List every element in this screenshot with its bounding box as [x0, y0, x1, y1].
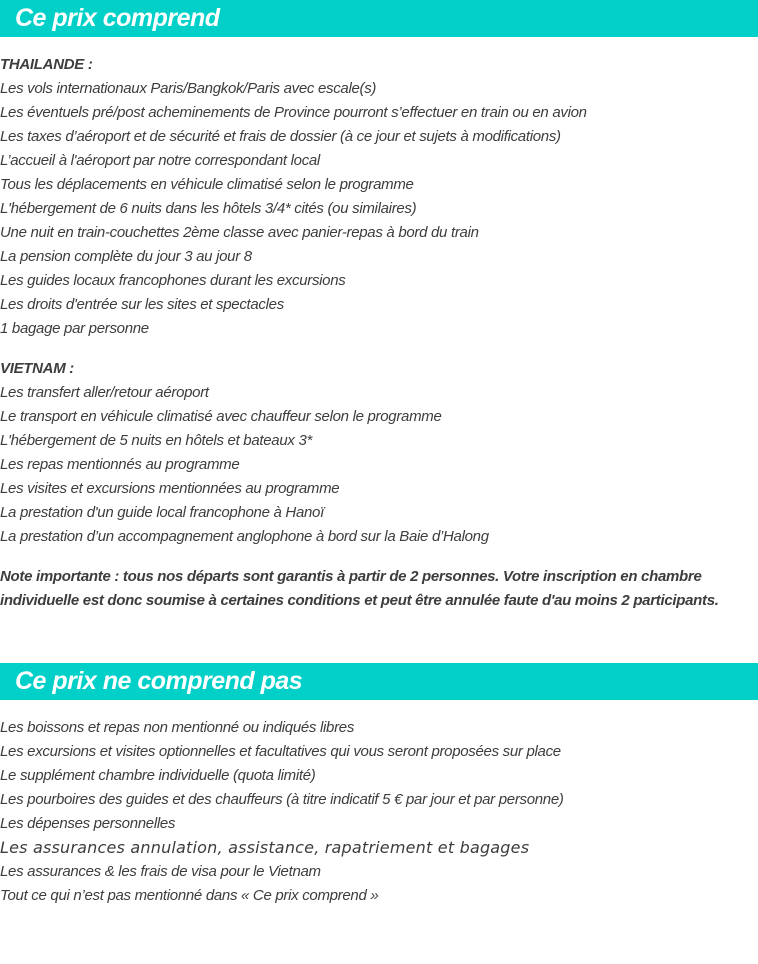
list-item: La prestation d’un accompagnement anglophone à bord sur la Baie d’Halong — [0, 528, 489, 545]
thailand-heading: THAILANDE : — [0, 56, 93, 73]
included-banner — [0, 0, 758, 37]
important-note-line-2: individuelle est donc soumise à certaines conditions et peut être annulée faute d'au moins 2 participants. — [0, 592, 719, 609]
list-item: Tous les déplacements en véhicule climatisé selon le programme — [0, 176, 414, 193]
list-item: Les éventuels pré/post acheminements de Province pourront s’effectuer en train ou en avion — [0, 104, 587, 121]
list-item: Les vols internationaux Paris/Bangkok/Paris avec escale(s) — [0, 80, 377, 97]
list-item: L’accueil à l'aéroport par notre correspondant local — [0, 152, 320, 169]
vietnam-heading: VIETNAM : — [0, 360, 74, 377]
list-item: Le transport en véhicule climatisé avec chauffeur selon le programme — [0, 408, 442, 425]
important-note-line-1: Note importante : tous nos départs sont garantis à partir de 2 personnes. Votre inscription en chambre — [0, 568, 702, 585]
list-item: Les assurances annulation, assistance, rapatriement et bagages — [0, 838, 530, 857]
list-item: Une nuit en train-couchettes 2ème classe avec panier-repas à bord du train — [0, 224, 479, 241]
list-item: Les boissons et repas non mentionné ou indiqués libres — [0, 719, 355, 736]
list-item: Les pourboires des guides et des chauffeurs (à titre indicatif 5 € par jour et par personne) — [0, 791, 564, 808]
list-item: Les visites et excursions mentionnées au programme — [0, 480, 340, 497]
list-item: Les assurances & les frais de visa pour le Vietnam — [0, 863, 321, 880]
list-item: Les taxes d’aéroport et de sécurité et frais de dossier (à ce jour et sujets à modifications) — [0, 128, 561, 145]
excluded-title: Ce prix ne comprend pas — [15, 667, 303, 695]
list-item: 1 bagage par personne — [0, 320, 149, 337]
list-item: Les dépenses personnelles — [0, 815, 176, 832]
list-item: L'hébergement de 5 nuits en hôtels et bateaux 3* — [0, 432, 313, 449]
included-title: Ce prix comprend — [15, 4, 220, 32]
list-item: Les repas mentionnés au programme — [0, 456, 240, 473]
list-item: L'hébergement de 6 nuits dans les hôtels 3/4* cités (ou similaires) — [0, 200, 417, 217]
excluded-banner — [0, 663, 758, 700]
list-item: Les excursions et visites optionnelles et facultatives qui vous seront proposées sur place — [0, 743, 561, 760]
list-item: La prestation d'un guide local francophone à Hanoï — [0, 504, 324, 521]
list-item: Tout ce qui n’est pas mentionné dans « Ce prix comprend » — [0, 887, 379, 904]
list-item: Les droits d'entrée sur les sites et spectacles — [0, 296, 284, 313]
list-item: Le supplément chambre individuelle (quota limité) — [0, 767, 316, 784]
list-item: Les guides locaux francophones durant les excursions — [0, 272, 346, 289]
list-item: La pension complète du jour 3 au jour 8 — [0, 248, 252, 265]
list-item: Les transfert aller/retour aéroport — [0, 384, 209, 401]
